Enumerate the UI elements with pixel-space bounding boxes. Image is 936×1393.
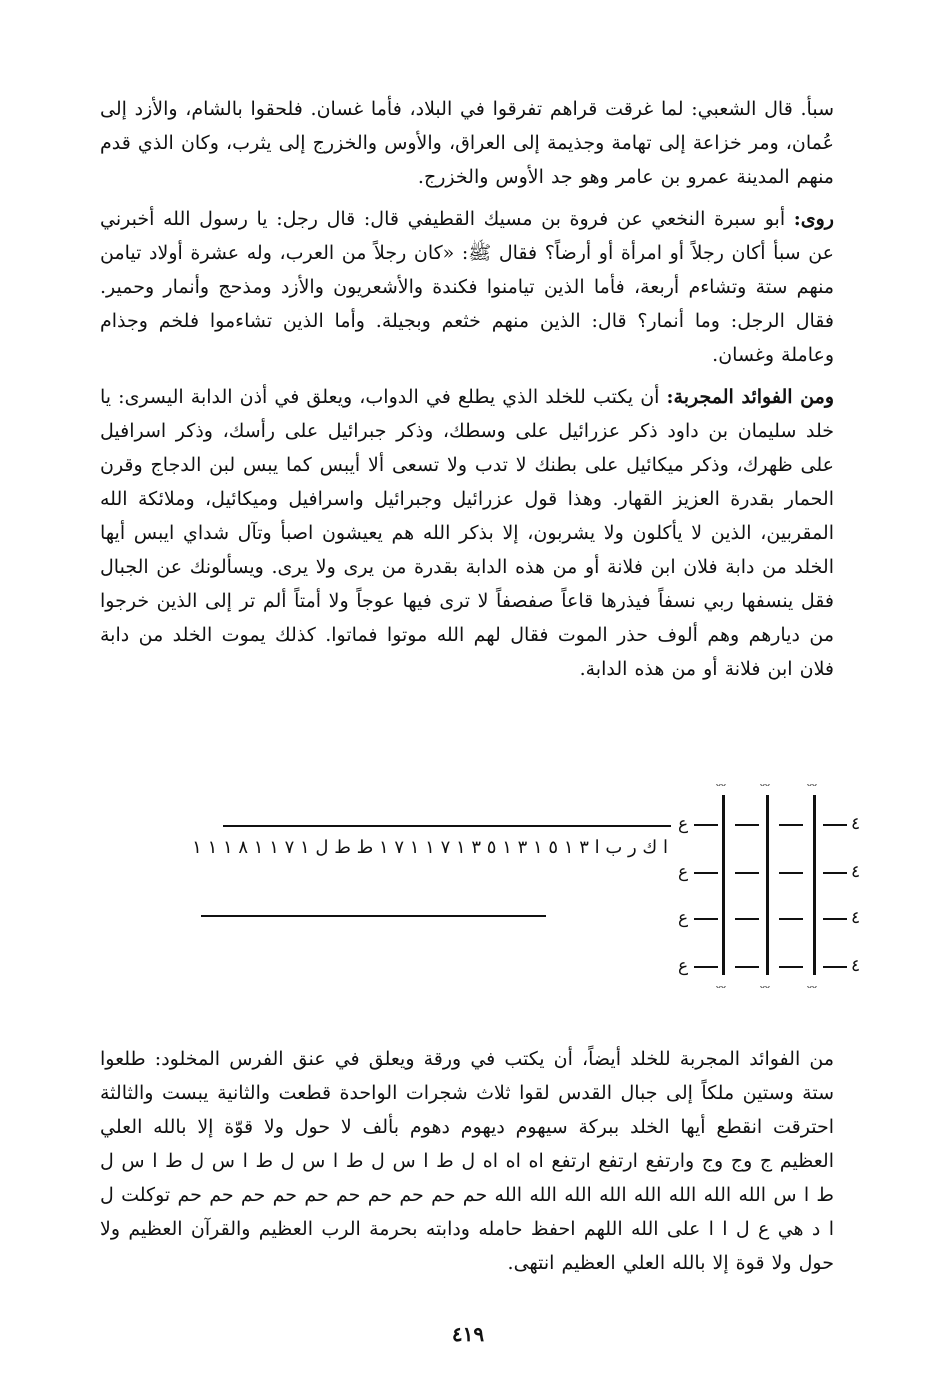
row3-dash-3 — [779, 918, 803, 920]
row4-dash-1 — [694, 966, 718, 968]
grid-vertical-1 — [722, 795, 725, 975]
talisman-sequence: ا ك ر ب ا ٣ ١ ٥ ١ ٣ ١ ٥ ٣ ١ ٧ ١ ١ ٧ ١ ط ط ل ١ ٧ ١ ١ ٨ ١ ١ ١ — [192, 837, 668, 858]
paragraph-1: سبأ. قال الشعبي: لما غرقت قراهم تفرقوا في البلاد، فأما غسان. فلحقوا بالشام، والأزد إلى عُمان، ومر خزاعة إلى تهامة وجذيمة إلى العراق، والأوس والخزرج إلى يثرب، وكان الذي قدم منهم المدينة عمرو بن عامر وهو جد الأوس والخزرج. — [100, 98, 834, 188]
paragraph-4: من الفوائد المجربة للخلد أيضاً، أن يكتب في ورقة ويعلق في عنق الفرس المخلود: طلعوا ستة وستين ملكاً إلى جبال القدس لقوا ثلاث شجرات الواحدة قطعت والثانية يبست والثالثة احترقت انقطع أيها الخلد ببركة سيهوم ديهوم دهوم بألف لا حول ولا قوّة إلا بالله العلي العظيم ج وج وج وارتفع ارتفع ارتفع اه اه اه ل ط ا س ل ط ا س ل ط ا س ل ط ا س ل ط ا س الله الله الله الله الله الله الله الله حم حم حم حم حم حم حم حم حم حم توكلت ل ا د هي ع ل ا ا على الله اللهم احفظ حامله ودابته بحرمة الرب العظيم والقرآن العظيم ولا حول ولا قوة إلا بالله العلي العظيم انتهى. — [100, 1048, 834, 1274]
row4-right-label: ٤ — [851, 956, 861, 976]
row4-dash-2 — [735, 966, 759, 968]
row3-dash-4 — [823, 918, 847, 920]
bottom-tick-3: ᵕᵕ — [807, 981, 818, 996]
bottom-tick-1: ᵕᵕ — [716, 981, 727, 996]
grid-vertical-3 — [813, 795, 816, 975]
talisman-figure — [192, 775, 895, 1005]
page-text-lower — [100, 1042, 834, 1288]
row1-dash-4 — [823, 824, 847, 826]
row3-left-label: ﻉ — [678, 908, 689, 928]
page-text — [100, 92, 834, 694]
row2-left-label: ﻉ — [678, 862, 689, 882]
row4-left-label: ﻉ — [678, 956, 689, 976]
paragraph-2-body: أبو سبرة النخعي عن فروة بن مسيك القطيفي قال: قال رجل: يا رسول الله أخبرني عن سبأ أكان رجلاً أو امرأة أو أرضاً؟ فقال ﷺ: «كان رجلاً من العرب، وله عشرة أولاد تيامن منهم ستة وتشاءم أربعة، فأما الذين تيامنوا فكندة والأشعريون والأزد ومذحج وأنمار وحمير. فقال الرجل: وما أنمار؟ قال: الذين منهم خثعم وبجيلة. وأما الذين تشاءموا فلخم وجذام وعاملة وغسان. — [100, 208, 834, 366]
row1-dash-1 — [694, 824, 718, 826]
row2-right-label: ٤ — [851, 862, 861, 882]
row3-dash-2 — [735, 918, 759, 920]
top-tick-3: ᵕᵕ — [807, 779, 818, 794]
top-tick-1: ᵕᵕ — [716, 779, 727, 794]
top-tick-2: ᵕᵕ — [760, 779, 771, 794]
bottom-tick-2: ᵕᵕ — [760, 981, 771, 996]
row2-dash-4 — [823, 872, 847, 874]
paragraph-3-lead: ومن الفوائد المجربة: — [666, 386, 834, 408]
row3-dash-1 — [694, 918, 718, 920]
sequence-overline — [223, 825, 671, 827]
paragraph-2-lead: روى: — [793, 208, 834, 230]
row1-right-label: ٤ — [851, 814, 861, 834]
lower-line — [201, 915, 546, 917]
row1-dash-2 — [735, 824, 759, 826]
row1-left-label: ﻉ — [678, 814, 689, 834]
grid-vertical-2 — [766, 795, 769, 975]
row3-right-label: ٤ — [851, 908, 861, 928]
paragraph-3 — [100, 380, 834, 686]
paragraph-2 — [100, 202, 834, 372]
row2-dash-1 — [694, 872, 718, 874]
row2-dash-3 — [779, 872, 803, 874]
row4-dash-4 — [823, 966, 847, 968]
row4-dash-3 — [779, 966, 803, 968]
paragraph-3-body: أن يكتب للخلد الذي يطلع في الدواب، ويعلق في أذن الدابة اليسرى: يا خلد سليمان بن داود ذكر عزرائيل على وسطك، وذكر جبرائيل على رأسك، وذكر اسرافيل على ظهرك، وذكر ميكائيل على بطنك لا تدب ولا تسعى ألا أيبس كما يبس لبن الدجاج وقرن الحمار بقدرة العزيز القهار. وهذا قول عزرائيل وجبرائيل واسرافيل وميكائيل، وملائكة الله المقربين، الذين لا يأكلون ولا يشربون، إلا بذكر الله هم يعيشون اصبأ وتآل شداي ايبس أيها الخلد من دابة فلان ابن فلانة أو من هذه الدابة بقدرة من يرى ولا يرى. ويسألونك عن الجبال فقل ينسفها ربي نسفاً فيذرها قاعاً صفصفاً لا ترى فيها عوجاً ولا أمتاً ألم تر إلى الذين خرجوا من ديارهم وهم ألوف حذر الموت فقال لهم الله موتوا فماتوا. كذلك يموت الخلد من دابة فلان ابن فلانة أو من هذه الدابة. — [100, 386, 834, 680]
row1-dash-3 — [779, 824, 803, 826]
row2-dash-2 — [735, 872, 759, 874]
page-number: ٤١٩ — [451, 1322, 485, 1346]
